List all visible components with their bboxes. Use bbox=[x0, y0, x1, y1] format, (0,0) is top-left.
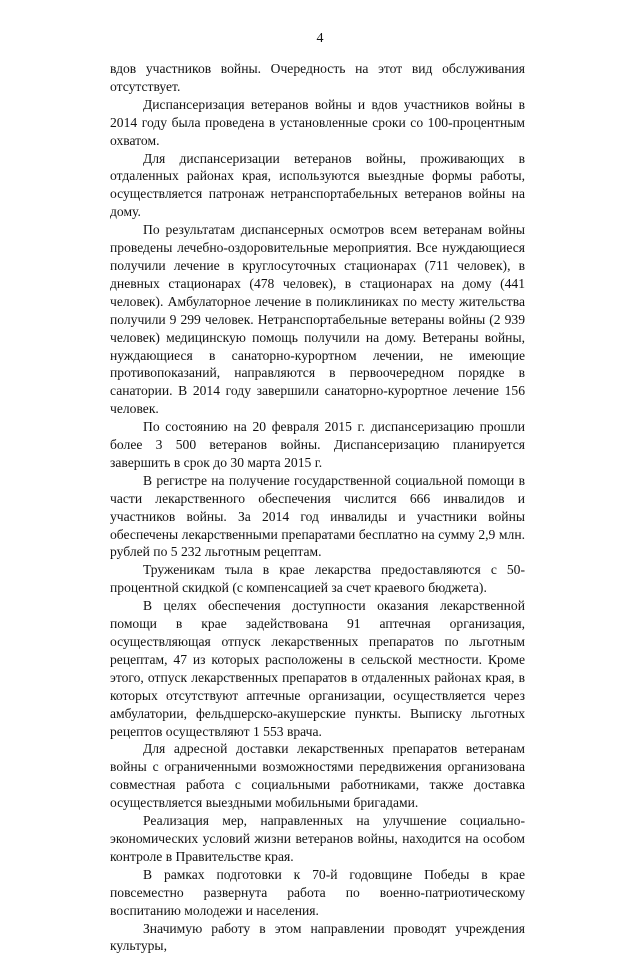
paragraph-continuation: вдов участников войны. Очередность на этот вид обслуживания отсутствует. bbox=[110, 60, 525, 96]
paragraph: Значимую работу в этом направлении проводят учреждения культуры, bbox=[110, 920, 525, 955]
paragraph: Диспансеризация ветеранов войны и вдов участников войны в 2014 году была проведена в установленные сроки со 100-процентным охватом. bbox=[110, 96, 525, 150]
page-number: 4 bbox=[0, 31, 640, 47]
paragraph: Для диспансеризации ветеранов войны, проживающих в отдаленных районах края, используются выездные формы работы, осуществляется патронаж нетранспортабельных ветеранов войны на дому. bbox=[110, 150, 525, 222]
paragraph: Труженикам тыла в крае лекарства предоставляются с 50-процентной скидкой (с компенсацией за счет краевого бюджета). bbox=[110, 561, 525, 597]
body-text bbox=[110, 60, 525, 955]
paragraph: В рамках подготовки к 70-й годовщине Победы в крае повсеместно развернута работа по военно-патриотическому воспитанию молодежи и населения. bbox=[110, 866, 525, 920]
paragraph: В целях обеспечения доступности оказания лекарственной помощи в крае задействована 91 аптечная организация, осуществляющая отпуск лекарственных препаратов по льготным рецептам, 47 из которых расположены в сельской местности. Кроме этого, отпуск лекарственных препаратов в отдаленных районах края, в которых отсутствуют аптечные организации, осуществляется через амбулатории, фельдшерско-акушерские пункты. Выписку льготных рецептов осуществляют 1 553 врача. bbox=[110, 597, 525, 740]
paragraph: По состоянию на 20 февраля 2015 г. диспансеризацию прошли более 3 500 ветеранов войны. Диспансеризацию планируется завершить в срок до 30 марта 2015 г. bbox=[110, 418, 525, 472]
paragraph: Для адресной доставки лекарственных препаратов ветеранам войны с ограниченными возможностями передвижения организована совместная работа с социальными работниками, также доставка осуществляется выездными мобильными бригадами. bbox=[110, 740, 525, 812]
paragraph: В регистре на получение государственной социальной помощи в части лекарственного обеспечения числится 666 инвалидов и участников войны. За 2014 год инвалиды и участники войны обеспечены лекарственными препаратами бесплатно на сумму 2,9 млн. рублей по 5 232 льготным рецептам. bbox=[110, 472, 525, 562]
paragraph: По результатам диспансерных осмотров всем ветеранам войны проведены лечебно-оздоровительные мероприятия. Все нуждающиеся получили лечение в круглосуточных стационарах (711 человек), в дневных стационарах (478 человек), в стационарах на дому (441 человек). Амбулаторное лечение в поликлиниках по месту жительства получили 9 299 человек. Нетранспортабельные ветераны войны (2 939 человек) медицинскую помощь получили на дому. Ветераны войны, нуждающиеся в санаторно-курортном лечении, не имеющие противопоказаний, направляются в первоочередном порядке в санатории. В 2014 году завершили санаторно-курортное лечение 156 человек. bbox=[110, 221, 525, 418]
paragraph: Реализация мер, направленных на улучшение социально-экономических условий жизни ветеранов войны, находится на особом контроле в Правительстве края. bbox=[110, 812, 525, 866]
